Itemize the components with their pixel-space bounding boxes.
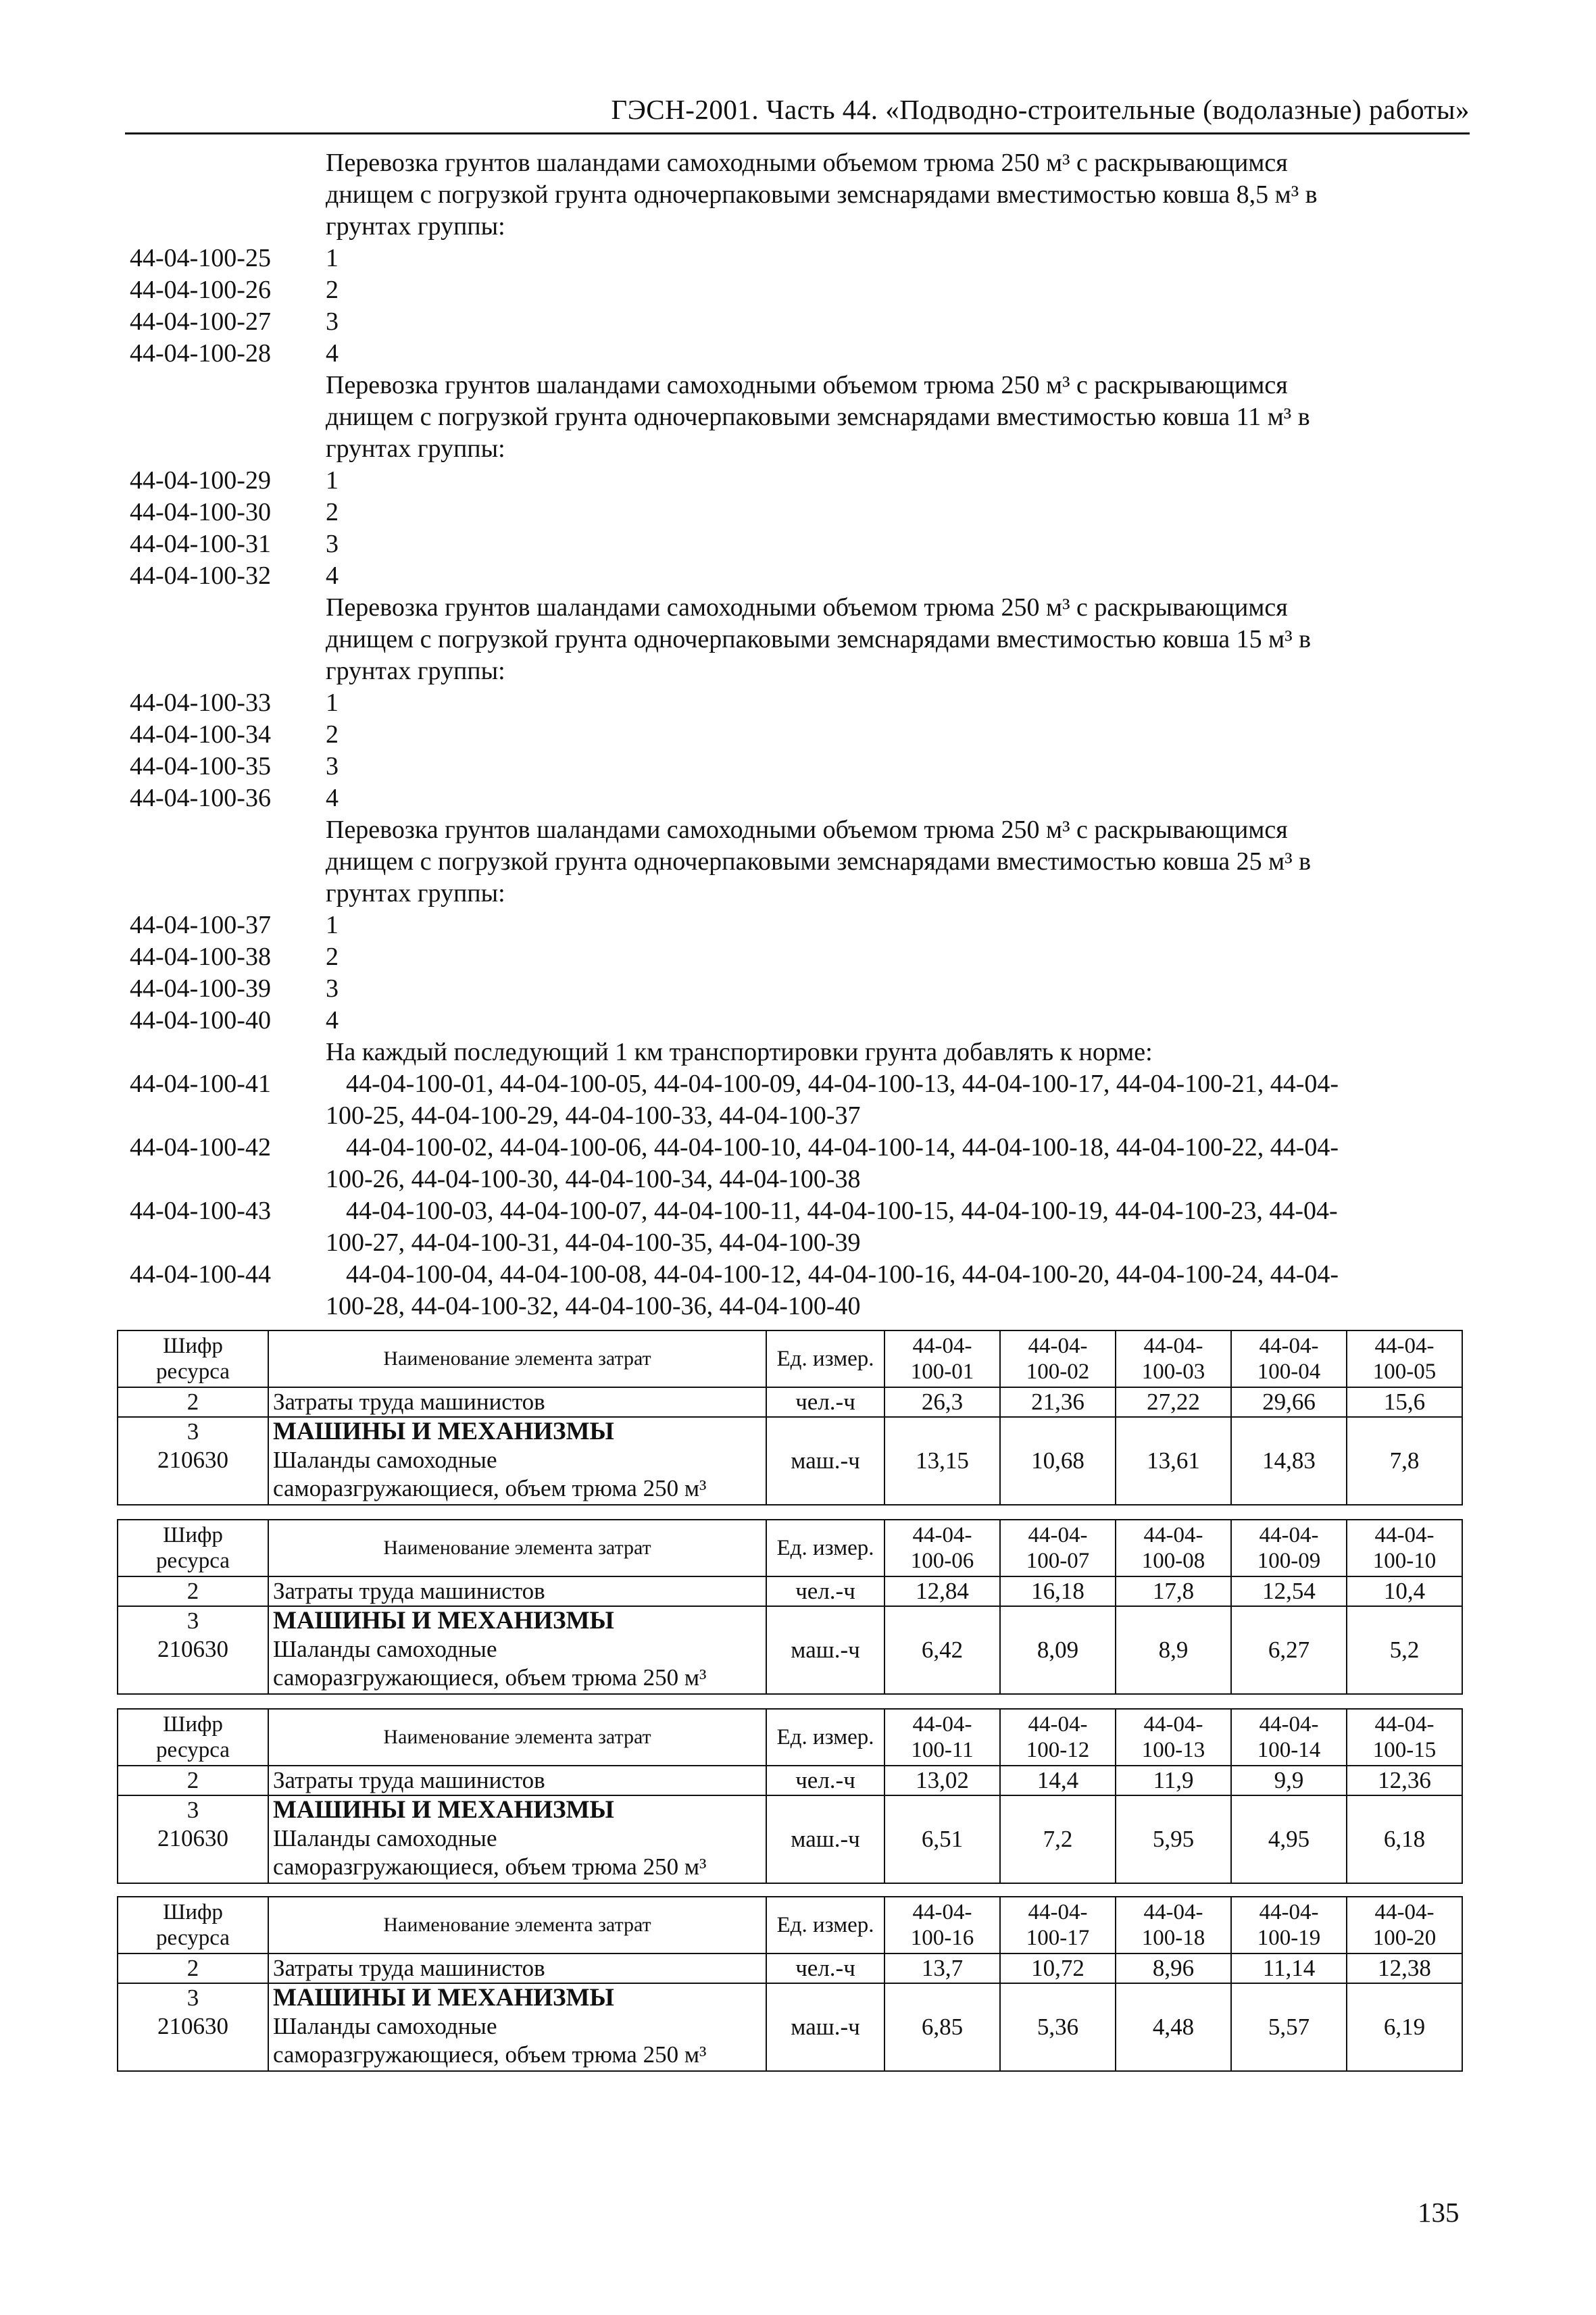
name-header: Наименование элемента затрат bbox=[268, 1520, 766, 1576]
norm-row bbox=[130, 719, 1447, 751]
soil-group: 1 bbox=[326, 466, 339, 495]
resource-table bbox=[117, 1896, 1463, 2072]
soil-group: 4 bbox=[326, 1006, 339, 1035]
resource-name: Затраты труда машинистов bbox=[268, 1576, 766, 1606]
value-cell: 12,54 bbox=[1231, 1576, 1347, 1606]
table-row-machines bbox=[118, 1417, 1462, 1505]
value-cell: 26,3 bbox=[884, 1387, 1000, 1417]
ref-list-line: 100-25, 44-04-100-29, 44-04-100-33, 44-04-100-37 bbox=[326, 1101, 861, 1130]
norm-row bbox=[130, 274, 1447, 306]
value-cell: 17,8 bbox=[1116, 1576, 1231, 1606]
norm-code: 44-04-100-41 bbox=[130, 1070, 271, 1098]
soil-group: 4 bbox=[326, 784, 339, 812]
value-cell: 4,48 bbox=[1116, 1983, 1231, 2071]
norm-row bbox=[130, 528, 1447, 560]
value-cell: 8,09 bbox=[1000, 1606, 1116, 1694]
section-title: МАШИНЫ И МЕХАНИЗМЫ bbox=[273, 1607, 614, 1635]
soil-group: 2 bbox=[326, 720, 339, 749]
unit-header: Ед. измер. bbox=[766, 1520, 884, 1576]
norm-group bbox=[130, 147, 1447, 370]
value-cell: 16,18 bbox=[1000, 1576, 1116, 1606]
group-heading-line: днищем с погрузкой грунта одночерпаковыми земснарядами вместимостью ковша 25 м³ в bbox=[326, 847, 1312, 876]
value-cell: 7,2 bbox=[1000, 1795, 1116, 1883]
value-cell: 11,9 bbox=[1116, 1766, 1231, 1795]
additional-heading: На каждый последующий 1 км транспортировки грунта добавлять к норме: bbox=[326, 1038, 1153, 1066]
additional-norms bbox=[130, 1037, 1447, 1322]
norm-row bbox=[130, 1005, 1447, 1037]
resource-name: Затраты труда машинистов bbox=[268, 1953, 766, 1983]
value-cell: 13,02 bbox=[884, 1766, 1000, 1795]
norm-row bbox=[130, 782, 1447, 814]
norm-code: 44-04-100-33 bbox=[130, 689, 271, 717]
norm-code: 44-04-100-29 bbox=[130, 466, 271, 495]
norm-column-header: 44-04- 100-07 bbox=[1000, 1520, 1116, 1576]
value-cell: 12,36 bbox=[1347, 1766, 1462, 1795]
resource-name: МАШИНЫ И МЕХАНИЗМЫ Шаланды самоходные саморазгружающиеся, объем трюма 250 м³ bbox=[268, 1417, 766, 1505]
resource-code: 2 bbox=[118, 1766, 268, 1795]
value-cell: 5,95 bbox=[1116, 1795, 1231, 1883]
group-heading-line: Перевозка грунтов шаландами самоходными объемом трюма 250 м³ с раскрывающимся bbox=[326, 593, 1288, 622]
unit-header: Ед. измер. bbox=[766, 1330, 884, 1387]
name-header: Наименование элемента затрат bbox=[268, 1709, 766, 1766]
table-header-row bbox=[118, 1520, 1462, 1576]
soil-group: 1 bbox=[326, 689, 339, 717]
soil-group: 1 bbox=[326, 244, 339, 272]
norms-list bbox=[130, 147, 1447, 1322]
norm-column-header: 44-04- 100-19 bbox=[1231, 1897, 1347, 1953]
soil-group: 3 bbox=[326, 974, 339, 1003]
norm-row bbox=[130, 910, 1447, 941]
ref-list-line: 100-27, 44-04-100-31, 44-04-100-35, 44-04-100-39 bbox=[326, 1228, 861, 1257]
resource-name: Затраты труда машинистов bbox=[268, 1766, 766, 1795]
norm-column-header: 44-04- 100-06 bbox=[884, 1520, 1000, 1576]
norm-code: 44-04-100-28 bbox=[130, 339, 271, 368]
table-row-labor bbox=[118, 1387, 1462, 1417]
norm-code: 44-04-100-27 bbox=[130, 307, 271, 336]
code-header: Шифр ресурса bbox=[118, 1709, 268, 1766]
norm-column-header: 44-04- 100-05 bbox=[1347, 1330, 1462, 1387]
norm-code: 44-04-100-43 bbox=[130, 1197, 271, 1225]
norm-column-header: 44-04- 100-16 bbox=[884, 1897, 1000, 1953]
norm-column-header: 44-04- 100-11 bbox=[884, 1709, 1000, 1766]
page-header bbox=[125, 93, 1470, 134]
value-cell: 6,85 bbox=[884, 1983, 1000, 2071]
ref-list-line: 44-04-100-04, 44-04-100-08, 44-04-100-12, 44-04-100-16, 44-04-100-20, 44-04-100-24, 44-04- bbox=[346, 1260, 1339, 1289]
table-header-row bbox=[118, 1897, 1462, 1953]
value-cell: 13,61 bbox=[1116, 1417, 1231, 1505]
value-cell: 6,42 bbox=[884, 1606, 1000, 1694]
norm-column-header: 44-04- 100-12 bbox=[1000, 1709, 1116, 1766]
table-row-labor bbox=[118, 1576, 1462, 1606]
norm-row bbox=[130, 751, 1447, 782]
norm-column-header: 44-04- 100-14 bbox=[1231, 1709, 1347, 1766]
norm-group bbox=[130, 370, 1447, 592]
section-title: МАШИНЫ И МЕХАНИЗМЫ bbox=[273, 1796, 614, 1824]
norm-row bbox=[130, 941, 1447, 973]
page-header-title: ГЭСН-2001. Часть 44. «Подводно-строительные (водолазные) работы» bbox=[611, 94, 1470, 125]
value-cell: 27,22 bbox=[1116, 1387, 1231, 1417]
unit-header: Ед. измер. bbox=[766, 1709, 884, 1766]
norm-code: 44-04-100-37 bbox=[130, 911, 271, 939]
name-header: Наименование элемента затрат bbox=[268, 1330, 766, 1387]
page-number: 135 bbox=[1418, 2197, 1460, 2228]
resource-code: 3 210630 bbox=[118, 1417, 268, 1505]
soil-group: 3 bbox=[326, 307, 339, 336]
code-header: Шифр ресурса bbox=[118, 1520, 268, 1576]
value-cell: 13,7 bbox=[884, 1953, 1000, 1983]
soil-group: 3 bbox=[326, 752, 339, 780]
norm-code: 44-04-100-40 bbox=[130, 1006, 271, 1035]
norm-column-header: 44-04- 100-18 bbox=[1116, 1897, 1231, 1953]
value-cell: 5,57 bbox=[1231, 1983, 1347, 2071]
group-heading-line: грунтах группы: bbox=[326, 434, 505, 463]
ref-list-line: 100-28, 44-04-100-32, 44-04-100-36, 44-04-100-40 bbox=[326, 1292, 861, 1320]
ref-list-line: 44-04-100-03, 44-04-100-07, 44-04-100-11, 44-04-100-15, 44-04-100-19, 44-04-100-23, 44-04- bbox=[346, 1197, 1338, 1225]
value-cell: 12,84 bbox=[884, 1576, 1000, 1606]
norm-code: 44-04-100-35 bbox=[130, 752, 271, 780]
resource-code: 3 210630 bbox=[118, 1606, 268, 1694]
code-header: Шифр ресурса bbox=[118, 1897, 268, 1953]
value-cell: 10,4 bbox=[1347, 1576, 1462, 1606]
value-cell: 4,95 bbox=[1231, 1795, 1347, 1883]
resource-table bbox=[117, 1519, 1463, 1695]
section-title: МАШИНЫ И МЕХАНИЗМЫ bbox=[273, 1418, 614, 1445]
norm-column-header: 44-04- 100-01 bbox=[884, 1330, 1000, 1387]
norm-row bbox=[130, 465, 1447, 497]
norm-code: 44-04-100-42 bbox=[130, 1133, 271, 1162]
value-cell: 6,18 bbox=[1347, 1795, 1462, 1883]
norm-column-header: 44-04- 100-08 bbox=[1116, 1520, 1231, 1576]
value-cell: 13,15 bbox=[884, 1417, 1000, 1505]
norm-group bbox=[130, 814, 1447, 1037]
soil-group: 1 bbox=[326, 911, 339, 939]
value-cell: 10,72 bbox=[1000, 1953, 1116, 1983]
resource-code: 2 bbox=[118, 1953, 268, 1983]
value-cell: 5,36 bbox=[1000, 1983, 1116, 2071]
group-heading-line: днищем с погрузкой грунта одночерпаковыми земснарядами вместимостью ковша 15 м³ в bbox=[326, 625, 1312, 653]
table-header-row bbox=[118, 1330, 1462, 1387]
norm-column-header: 44-04- 100-15 bbox=[1347, 1709, 1462, 1766]
resource-name: МАШИНЫ И МЕХАНИЗМЫ Шаланды самоходные саморазгружающиеся, объем трюма 250 м³ bbox=[268, 1983, 766, 2071]
unit-header: Ед. измер. bbox=[766, 1897, 884, 1953]
resource-name: Затраты труда машинистов bbox=[268, 1387, 766, 1417]
soil-group: 2 bbox=[326, 276, 339, 304]
group-heading-line: Перевозка грунтов шаландами самоходными объемом трюма 250 м³ с раскрывающимся bbox=[326, 371, 1288, 399]
additional-row bbox=[130, 1195, 1447, 1259]
value-cell: 29,66 bbox=[1231, 1387, 1347, 1417]
norm-code: 44-04-100-32 bbox=[130, 562, 271, 590]
soil-group: 2 bbox=[326, 943, 339, 971]
table-header-row bbox=[118, 1709, 1462, 1766]
soil-group: 4 bbox=[326, 562, 339, 590]
norm-column-header: 44-04- 100-03 bbox=[1116, 1330, 1231, 1387]
resource-unit: чел.-ч bbox=[766, 1766, 884, 1795]
table-row-machines bbox=[118, 1983, 1462, 2071]
resource-name: МАШИНЫ И МЕХАНИЗМЫ Шаланды самоходные саморазгружающиеся, объем трюма 250 м³ bbox=[268, 1795, 766, 1883]
ref-list-line: 100-26, 44-04-100-30, 44-04-100-34, 44-04-100-38 bbox=[326, 1165, 861, 1193]
table-row-labor bbox=[118, 1953, 1462, 1983]
code-header: Шифр ресурса bbox=[118, 1330, 268, 1387]
resource-unit: чел.-ч bbox=[766, 1953, 884, 1983]
soil-group: 4 bbox=[326, 339, 339, 368]
ref-list-line: 44-04-100-01, 44-04-100-05, 44-04-100-09, 44-04-100-13, 44-04-100-17, 44-04-100-21, 44-04- bbox=[346, 1070, 1339, 1098]
ref-list-line: 44-04-100-02, 44-04-100-06, 44-04-100-10, 44-04-100-14, 44-04-100-18, 44-04-100-22, 44-04- bbox=[346, 1133, 1339, 1162]
norm-code: 44-04-100-30 bbox=[130, 498, 271, 526]
resource-unit: чел.-ч bbox=[766, 1387, 884, 1417]
value-cell: 6,51 bbox=[884, 1795, 1000, 1883]
value-cell: 21,36 bbox=[1000, 1387, 1116, 1417]
section-title: МАШИНЫ И МЕХАНИЗМЫ bbox=[273, 1984, 614, 2012]
group-heading-line: грунтах группы: bbox=[326, 212, 505, 241]
value-cell: 15,6 bbox=[1347, 1387, 1462, 1417]
resource-code: 3 210630 bbox=[118, 1795, 268, 1883]
additional-row bbox=[130, 1132, 1447, 1195]
resource-code: 3 210630 bbox=[118, 1983, 268, 2071]
value-cell: 7,8 bbox=[1347, 1417, 1462, 1505]
table-row-labor bbox=[118, 1766, 1462, 1795]
resource-code: 2 bbox=[118, 1576, 268, 1606]
value-cell: 5,2 bbox=[1347, 1606, 1462, 1694]
resource-name: МАШИНЫ И МЕХАНИЗМЫ Шаланды самоходные саморазгружающиеся, объем трюма 250 м³ bbox=[268, 1606, 766, 1694]
value-cell: 10,68 bbox=[1000, 1417, 1116, 1505]
norm-code: 44-04-100-36 bbox=[130, 784, 271, 812]
norm-code: 44-04-100-26 bbox=[130, 276, 271, 304]
group-heading-line: Перевозка грунтов шаландами самоходными объемом трюма 250 м³ с раскрывающимся bbox=[326, 816, 1288, 844]
norm-row bbox=[130, 687, 1447, 719]
norm-code: 44-04-100-38 bbox=[130, 943, 271, 971]
norm-column-header: 44-04- 100-10 bbox=[1347, 1520, 1462, 1576]
norm-group bbox=[130, 592, 1447, 814]
value-cell: 9,9 bbox=[1231, 1766, 1347, 1795]
norm-code: 44-04-100-25 bbox=[130, 244, 271, 272]
additional-row bbox=[130, 1259, 1447, 1322]
value-cell: 14,83 bbox=[1231, 1417, 1347, 1505]
norm-row bbox=[130, 973, 1447, 1005]
group-heading-line: грунтах группы: bbox=[326, 657, 505, 685]
norm-column-header: 44-04- 100-02 bbox=[1000, 1330, 1116, 1387]
norm-column-header: 44-04- 100-13 bbox=[1116, 1709, 1231, 1766]
value-cell: 14,4 bbox=[1000, 1766, 1116, 1795]
group-heading-line: днищем с погрузкой грунта одночерпаковыми земснарядами вместимостью ковша 11 м³ в bbox=[326, 403, 1310, 431]
resource-code: 2 bbox=[118, 1387, 268, 1417]
additional-row bbox=[130, 1068, 1447, 1132]
resource-table bbox=[117, 1708, 1463, 1884]
norm-row bbox=[130, 338, 1447, 370]
value-cell: 11,14 bbox=[1231, 1953, 1347, 1983]
norm-column-header: 44-04- 100-04 bbox=[1231, 1330, 1347, 1387]
resource-unit: маш.-ч bbox=[766, 1983, 884, 2071]
group-heading-line: днищем с погрузкой грунта одночерпаковыми земснарядами вместимостью ковша 8,5 м³ в bbox=[326, 180, 1318, 209]
table-row-machines bbox=[118, 1606, 1462, 1694]
soil-group: 3 bbox=[326, 530, 339, 558]
norm-code: 44-04-100-31 bbox=[130, 530, 271, 558]
resource-unit: маш.-ч bbox=[766, 1795, 884, 1883]
norm-row bbox=[130, 243, 1447, 274]
resource-unit: чел.-ч bbox=[766, 1576, 884, 1606]
norm-row bbox=[130, 306, 1447, 338]
norm-code: 44-04-100-34 bbox=[130, 720, 271, 749]
name-header: Наименование элемента затрат bbox=[268, 1897, 766, 1953]
value-cell: 8,96 bbox=[1116, 1953, 1231, 1983]
group-heading-line: грунтах группы: bbox=[326, 879, 505, 907]
value-cell: 12,38 bbox=[1347, 1953, 1462, 1983]
norm-row bbox=[130, 560, 1447, 592]
norm-row bbox=[130, 497, 1447, 528]
norm-column-header: 44-04- 100-17 bbox=[1000, 1897, 1116, 1953]
table-row-machines bbox=[118, 1795, 1462, 1883]
norm-code: 44-04-100-39 bbox=[130, 974, 271, 1003]
value-cell: 8,9 bbox=[1116, 1606, 1231, 1694]
soil-group: 2 bbox=[326, 498, 339, 526]
value-cell: 6,19 bbox=[1347, 1983, 1462, 2071]
norm-code: 44-04-100-44 bbox=[130, 1260, 271, 1289]
resource-table bbox=[117, 1330, 1463, 1505]
group-heading-line: Перевозка грунтов шаландами самоходными объемом трюма 250 м³ с раскрывающимся bbox=[326, 149, 1288, 177]
resource-unit: маш.-ч bbox=[766, 1417, 884, 1505]
norm-column-header: 44-04- 100-09 bbox=[1231, 1520, 1347, 1576]
value-cell: 6,27 bbox=[1231, 1606, 1347, 1694]
norm-column-header: 44-04- 100-20 bbox=[1347, 1897, 1462, 1953]
resource-unit: маш.-ч bbox=[766, 1606, 884, 1694]
